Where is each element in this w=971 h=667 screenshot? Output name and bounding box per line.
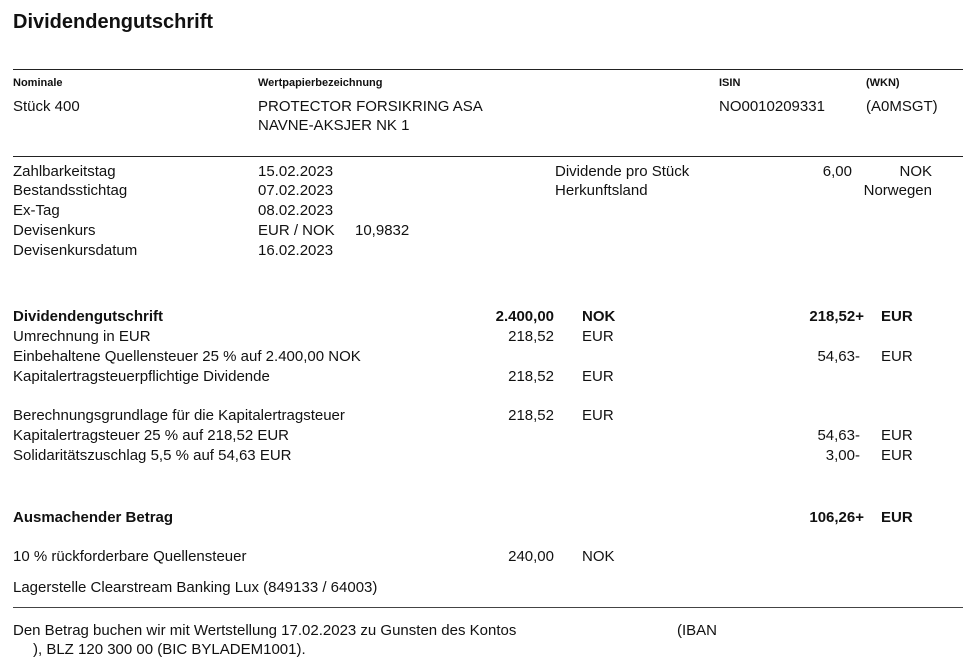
herkunftsland-value: Norwegen [863,182,932,199]
grundlage-currency: EUR [582,407,614,424]
devisenkursdatum-label: Devisenkursdatum [13,242,138,259]
bestandsstichtag-label: Bestandsstichtag [13,182,128,199]
dividende-value: 6,00 [822,163,852,180]
total-amount: 106,26+ [809,509,864,526]
devisenkurs-value: 10,9832 [355,222,410,239]
devisenkursdatum-value: 16.02.2023 [258,242,334,259]
header-rule [13,69,963,70]
document-title: Dividendengutschrift [13,11,214,33]
umrechnung-label: Umrechnung in EUR [13,328,151,345]
kapest-label: Kapitalertragsteuer 25 % auf 218,52 EUR [13,427,289,444]
total-currency: EUR [881,509,913,526]
total-label: Ausmachender Betrag [13,509,174,526]
footer-rule [13,607,963,608]
nominale-label: Nominale [13,77,63,89]
refund-label: 10 % rückforderbare Quellensteuer [13,548,247,565]
refund-currency: NOK [582,548,615,565]
dividende-label: Dividende pro Stück [555,163,690,180]
dates-rule [13,156,963,157]
nominale-value: Stück 400 [13,98,80,115]
umrechnung-amount: 218,52 [508,328,554,345]
kapdiv-amount: 218,52 [508,368,554,385]
extag-value: 08.02.2023 [258,202,334,219]
wertpapier-label: Wertpapierbezeichnung [258,77,383,89]
devisenkurs-label: Devisenkurs [13,222,96,239]
footer-iban: (IBAN [677,622,718,639]
kapdiv-currency: EUR [582,368,614,385]
kapest-currency: EUR [881,427,913,444]
soli-currency: EUR [881,447,913,464]
quellensteuer-eur: 54,63- [817,348,860,365]
extag-label: Ex-Tag [13,202,60,219]
quellensteuer-label: Einbehaltene Quellensteuer 25 % auf 2.400,00 NOK [13,348,361,365]
grundlage-label: Berechnungsgrundlage für die Kapitalertragsteuer [13,407,345,424]
footer-line2: ), BLZ 120 300 00 (BIC BYLADEM1001). [33,641,306,658]
gutschrift-amount: 2.400,00 [495,308,554,325]
wertpapier-line1: PROTECTOR FORSIKRING ASA [258,98,483,115]
kapdiv-label: Kapitalertragsteuerpflichtige Dividende [13,368,270,385]
lagerstelle-text: Lagerstelle Clearstream Banking Lux (849133 / 64003) [13,579,378,596]
kapest-eur: 54,63- [817,427,860,444]
zahlbarkeitstag-value: 15.02.2023 [258,163,334,180]
devisenkurs-pair: EUR / NOK [258,222,335,239]
gutschrift-label: Dividendengutschrift [13,308,164,325]
gutschrift-eur: 218,52+ [809,308,864,325]
wkn-value: (A0MSGT) [866,98,938,115]
bestandsstichtag-value: 07.02.2023 [258,182,334,199]
isin-value: NO0010209331 [719,98,825,115]
wertpapier-line2: NAVNE-AKSJER NK 1 [258,117,410,134]
quellensteuer-currency: EUR [881,348,913,365]
herkunftsland-label: Herkunftsland [555,182,648,199]
gutschrift-eur-currency: EUR [881,308,913,325]
footer-line1: Den Betrag buchen wir mit Wertstellung 17.02.2023 zu Gunsten des Kontos [13,622,517,639]
umrechnung-currency: EUR [582,328,614,345]
refund-amount: 240,00 [508,548,554,565]
soli-label: Solidaritätszuschlag 5,5 % auf 54,63 EUR [13,447,292,464]
grundlage-amount: 218,52 [508,407,554,424]
wkn-label: (WKN) [866,77,900,89]
isin-label: ISIN [719,77,741,89]
dividende-currency: NOK [899,163,932,180]
soli-eur: 3,00- [825,447,860,464]
gutschrift-currency: NOK [582,308,616,325]
zahlbarkeitstag-label: Zahlbarkeitstag [13,163,116,180]
